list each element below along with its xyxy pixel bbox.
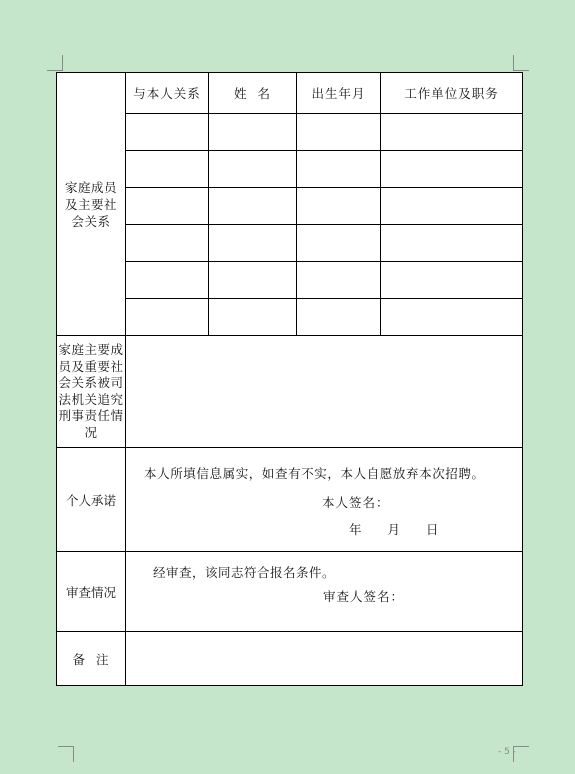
employer-field[interactable]: [381, 188, 523, 225]
employer-field[interactable]: [381, 225, 523, 262]
employer-field[interactable]: [381, 262, 523, 299]
birth-date-field[interactable]: [297, 225, 381, 262]
criminal-label-line: 况: [84, 424, 98, 440]
name-field[interactable]: [209, 299, 297, 336]
birth-date-field[interactable]: [297, 188, 381, 225]
header-employer-position: 工作单位及职务: [381, 73, 523, 114]
criminal-label-line: 刑事责任情: [58, 408, 124, 423]
review-statement: 经审查，该同志符合报名条件。: [153, 565, 336, 580]
family-label-line: 会关系: [71, 213, 111, 229]
reviewer-signature-label: 审查人签名：: [323, 589, 405, 604]
family-row: [57, 299, 523, 336]
name-field[interactable]: [209, 262, 297, 299]
criminal-label-line: 会关系被司: [58, 375, 124, 390]
family-label-cell: [57, 73, 126, 336]
header-name: 姓 名: [209, 73, 297, 114]
criminal-liability-label-cell: [57, 336, 126, 448]
registration-form-table: [56, 72, 523, 686]
relationship-field[interactable]: [126, 151, 209, 188]
personal-promise-label: 个人承诺: [57, 448, 126, 552]
birth-date-field[interactable]: [297, 262, 381, 299]
family-row: [57, 188, 523, 225]
remarks-label: 备 注: [57, 632, 126, 686]
header-birth-date: 出生年月: [297, 73, 381, 114]
review-label: 审查情况: [57, 552, 126, 632]
criminal-label-line: 法机关追究: [58, 391, 124, 407]
family-row: [57, 225, 523, 262]
remarks-field[interactable]: [126, 632, 523, 686]
criminal-liability-field[interactable]: [126, 336, 523, 448]
employer-field[interactable]: [381, 114, 523, 151]
family-row: [57, 114, 523, 151]
family-label-line: 及主要社: [64, 196, 117, 212]
review-cell: [126, 552, 523, 632]
family-row: [57, 151, 523, 188]
family-row: [57, 262, 523, 299]
birth-date-field[interactable]: [297, 114, 381, 151]
employer-field[interactable]: [381, 151, 523, 188]
criminal-label-line: 家庭主要成: [58, 342, 124, 357]
page-number: - 5 -: [498, 747, 516, 757]
name-field[interactable]: [209, 114, 297, 151]
relationship-field[interactable]: [126, 262, 209, 299]
relationship-field[interactable]: [126, 299, 209, 336]
name-field[interactable]: [209, 225, 297, 262]
relationship-field[interactable]: [126, 114, 209, 151]
header-relationship: 与本人关系: [126, 73, 209, 114]
personal-promise-cell: [126, 448, 523, 552]
promise-date-label: 年 月 日: [349, 522, 439, 537]
birth-date-field[interactable]: [297, 151, 381, 188]
birth-date-field[interactable]: [297, 299, 381, 336]
employer-field[interactable]: [381, 299, 523, 336]
relationship-field[interactable]: [126, 225, 209, 262]
name-field[interactable]: [209, 188, 297, 225]
criminal-label-line: 员及重要社: [58, 358, 124, 374]
promise-statement: 本人所填信息属实，如查有不实，本人自愿放弃本次招聘。: [144, 466, 485, 481]
family-label-line: 家庭成员: [64, 179, 117, 195]
promise-signature-label: 本人签名：: [322, 495, 390, 510]
relationship-field[interactable]: [126, 188, 209, 225]
name-field[interactable]: [209, 151, 297, 188]
